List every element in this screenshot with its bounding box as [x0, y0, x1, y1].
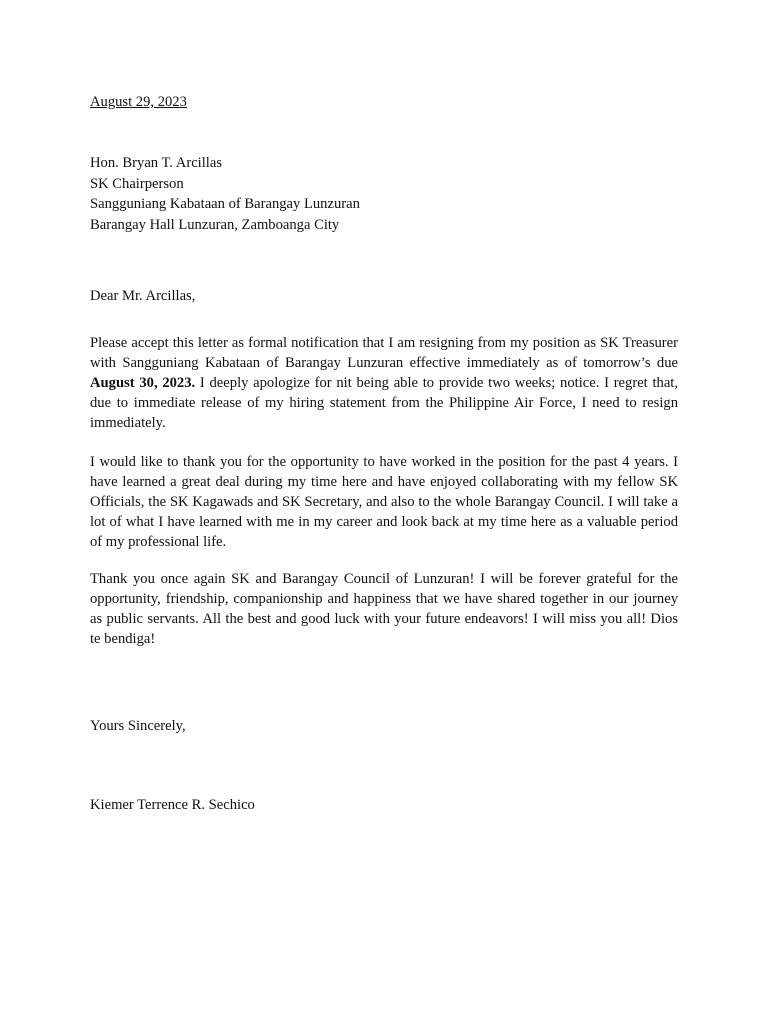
paragraph-gratitude: I would like to thank you for the opportunity to have worked in the position for the past 4 years. I have learned a great deal during my time here and have enjoyed collaborating with my fellow SK Officials, the SK Kagawads and SK Secretary, and also to the whole Barangay Council. I will take a lot of what I have learned with me in my career and look back at my time here as a valuable period of my professional life.	[90, 454, 678, 550]
paragraph-1-text-end: I deeply apologize for nit being able to provide two weeks; notice. I regret that, due to immediate release of my hiring statement from the Philippine Air Force, I need to resign immediately.	[90, 375, 679, 431]
recipient-organization: Sangguniang Kabataan of Barangay Lunzuran	[90, 196, 360, 212]
recipient-title: SK Chairperson	[90, 175, 184, 192]
salutation: Dear Mr. Arcillas,	[90, 288, 196, 304]
paragraph-farewell: Thank you once again SK and Barangay Council of Lunzuran! I will be forever grateful for the opportunity, friendship, companionship and happiness that we have shared together in our journey as public servants. All the best and good luck with your future endeavors! I will miss you all! Dios te bendiga!	[90, 571, 678, 647]
letter-date: August 29, 2023	[90, 94, 187, 110]
paragraph-1-text-start: Please accept this letter as formal notification that I am resigning from my position as SK Treasurer with Sangguniang Kabataan of Barangay Lunzuran effective immediately as of tomorrow’s due	[90, 335, 678, 371]
paragraph-resignation-notice	[90, 333, 678, 433]
recipient-name: Hon. Bryan T. Arcillas	[90, 155, 222, 171]
signature-name: Kiemer Terrence R. Sechico	[90, 797, 255, 813]
effective-date: August 30, 2023.	[90, 375, 196, 391]
recipient-address: Barangay Hall Lunzuran, Zamboanga City	[90, 216, 340, 233]
recipient-block	[90, 153, 678, 235]
closing: Yours Sincerely,	[90, 718, 186, 734]
